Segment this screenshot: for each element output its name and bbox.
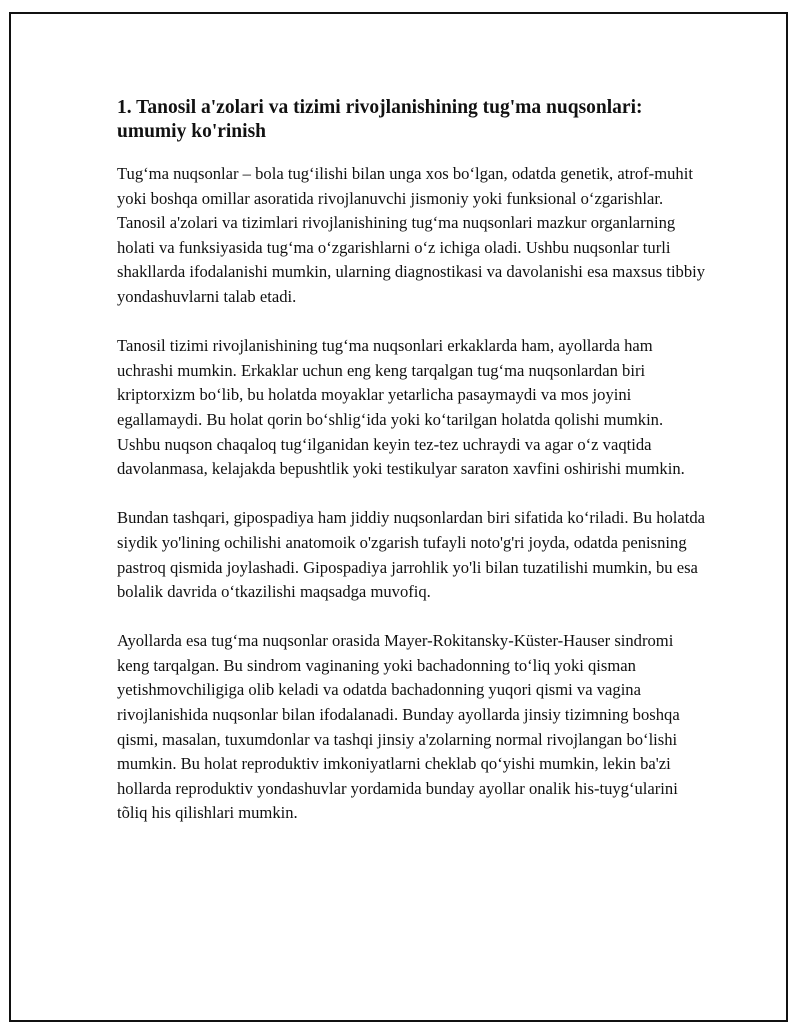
paragraph-4: Ayollarda esa tug‘ma nuqsonlar orasida Mayer-Rokitansky-Küster-Hauser sindromi keng tarqalgan. Bu sindrom vaginaning yoki bachadonning to‘liq yoki qisman yetishmovchiligiga olib keladi va odatda bachadonning yuqori qismi va vagina rivojlanishida nuqsonlar bilan ifodalanadi. Bunday ayollarda jinsiy tizimning boshqa qismi, masalan, tuxumdonlar va tashqi jinsiy a'zolarning normal rivojlangan bo‘lishi mumkin. Bu holat reproduktiv imkoniyatlarni cheklab qo‘yishi mumkin, lekin ba'zi hollarda reproduktiv yondashuvlar yordamida bunday ayollar onalik his-tuyg‘ularini tõliq his qilishlari mumkin.	[117, 631, 680, 823]
paragraph-2: Tanosil tizimi rivojlanishining tug‘ma nuqsonlari erkaklarda ham, ayollarda ham uchrashi mumkin. Erkaklar uchun eng keng tarqalgan tug‘ma nuqsonlardan biri kriptorxizm bo‘lib, bu holatda moyaklar yetarlicha pasaymaydi va mos joyini egallamaydi. Bu holat qorin bo‘shlig‘ida yoki ko‘tarilgan holatda qolishi mumkin. Ushbu nuqson chaqaloq tug‘ilganidan keyin tez-tez uchraydi va agar o‘z vaqtida davolanmasa, kelajakda bepushtlik yoki testikulyar saraton xavfini oshirishi mumkin.	[117, 336, 685, 479]
document-body	[117, 96, 707, 851]
paragraph-3: Bundan tashqari, gipospadiya ham jiddiy nuqsonlardan biri sifatida ko‘riladi. Bu holatda siydik yo'lining ochilishi anatomoik o'zgarish tufayli noto'g'ri joyda, odatda penisning pastroq qismida joylashadi. Gipospadiya jarrohlik yo'li bilan tuzatilishi mumkin, bu esa bolalik davrida o‘tkazilishi maqsadga muvofiq.	[117, 508, 706, 602]
section-heading: 1. Tanosil a'zolari va tizimi rivojlanishining tug'ma nuqsonlari: umumiy ko'rinish	[117, 97, 643, 142]
paragraph-1: Tug‘ma nuqsonlar – bola tug‘ilishi bilan unga xos bo‘lgan, odatda genetik, atrof-muhit yoki boshqa omillar asoratida rivojlanuvchi jismoniy yoki funksional o‘zgarishlar. Tanosil a'zolari va tizimlari rivojlanishining tug‘ma nuqsonlari mazkur organlarning holati va funksiyasida tug‘ma o‘zgarishlarni o‘z ichiga oladi. Ushbu nuqsonlar turli shakllarda ifodalanishi mumkin, ularning diagnostikasi va davolanishi esa maxsus tibbiy yondashuvlarni talab etadi.	[117, 164, 706, 306]
